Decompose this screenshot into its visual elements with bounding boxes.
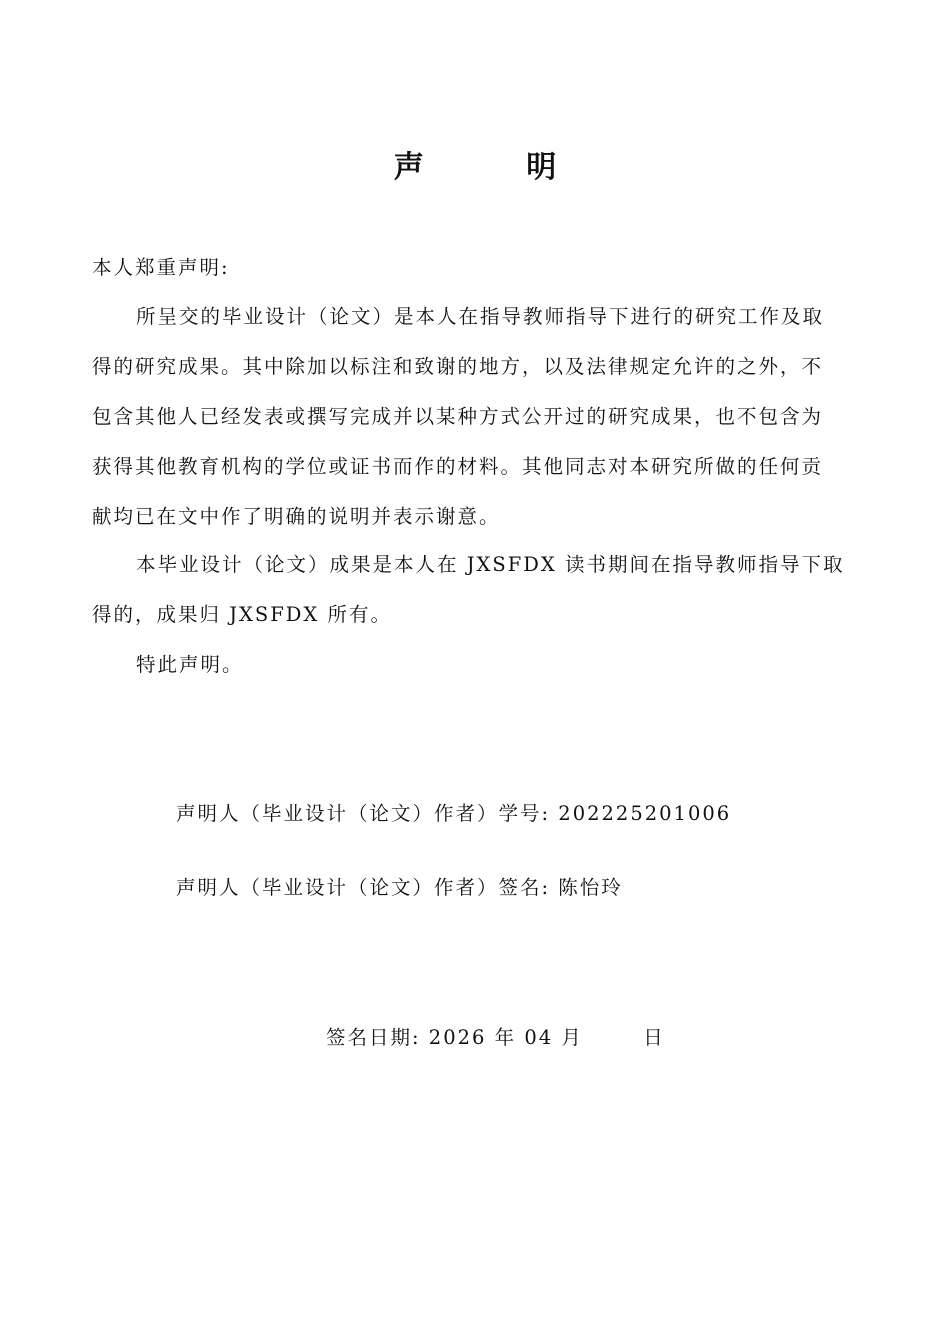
date-day-unit: 日 [643, 1026, 665, 1049]
signature-row [176, 876, 623, 900]
paragraph1-line-2: 得的研究成果。其中除加以标注和致谢的地方，以及法律规定允许的之外，不 [92, 355, 824, 378]
date-label: 签名日期: [326, 1026, 421, 1049]
date-year-unit: 年 [494, 1026, 517, 1049]
paragraph2-line-2: 得的，成果归 JXSFDX 所有。 [92, 603, 393, 626]
paragraph1-line-3: 包含其他人已经发表或撰写完成并以某种方式公开过的研究成果，也不包含为 [92, 405, 824, 428]
paragraph1-line-4: 获得其他教育机构的学位或证书而作的材料。其他同志对本研究所做的任何贡 [92, 455, 824, 478]
paragraph2-line-1: 本毕业设计（论文）成果是本人在 JXSFDX 读书期间在指导教师指导下取 [136, 553, 845, 576]
page-title: 声 明 [393, 150, 603, 185]
student-id-value: 202225201006 [558, 802, 732, 825]
paragraph1-line-1: 所呈交的毕业设计（论文）是本人在指导教师指导下进行的研究工作及取 [136, 305, 825, 328]
date-month-unit: 月 [561, 1026, 583, 1049]
paragraph1-line-5: 献均已在文中作了明确的说明并表示谢意。 [92, 505, 501, 528]
signature-label: 声明人（毕业设计（论文）作者）签名: [176, 876, 551, 899]
student-id-label: 声明人（毕业设计（论文）作者）学号: [176, 802, 551, 825]
closing-line: 特此声明。 [136, 653, 244, 676]
intro-line: 本人郑重声明: [92, 256, 230, 279]
date-year: 2026 [428, 1026, 487, 1049]
date-month: 04 [524, 1026, 554, 1049]
signature-date-row [326, 1026, 665, 1050]
student-id-row [176, 802, 731, 826]
signature-value: 陈怡玲 [558, 876, 623, 899]
